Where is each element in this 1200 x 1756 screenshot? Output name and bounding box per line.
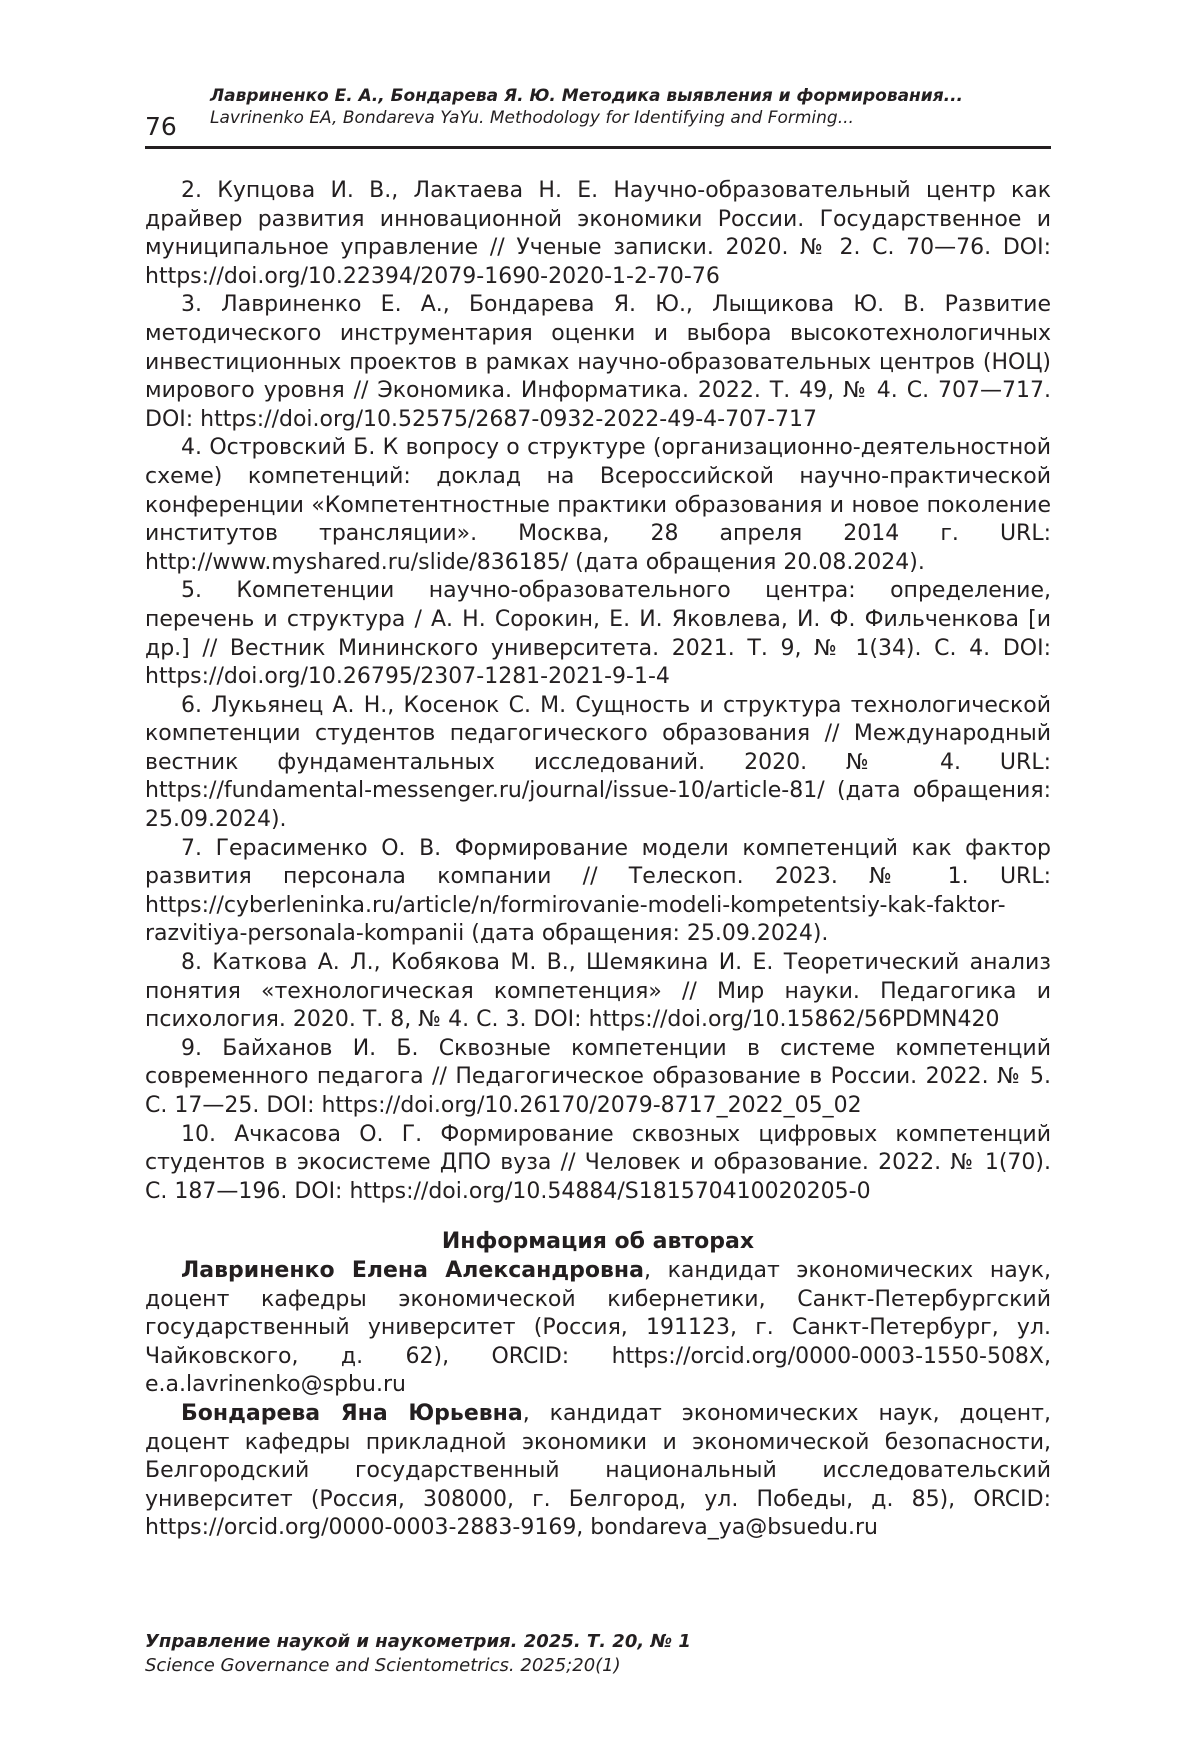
reference-item: 10. Ачкасова О. Г. Формирование сквозных цифровых компетенций студентов в экосистеме ДПО вуза // Человек и образование. 2022. № 1(70). С. 187—196. DOI: https://doi.org/10.54884/S181570410020205-0 [145,1121,1051,1204]
reference-item: 8. Каткова А. Л., Кобякова М. В., Шемякина И. Е. Теоретический анализ понятия «технологическая компетенция» // Мир науки. Педагогика и психология. 2020. Т. 8, № 4. С. 3. DOI: https://doi.org/10.15862/56PDMN420 [145,950,1051,1033]
main-content [145,177,1051,1543]
journal-title-en: Science Governance and Scientometrics. 2025;20(1) [145,1655,621,1676]
page-footer [145,1630,1051,1678]
author-name: Бондарева Яна Юрьевна [181,1400,523,1426]
reference-item: 2. Купцова И. В., Лактаева Н. Е. Научно-образовательный центр как драйвер развития инновационной экономики России. Государственное и муниципальное управление // Ученые записки. 2020. № 2. С. 70—76. DOI: https://doi.org/10.22394/2079-1690-2020-1-2-70-76 [145,178,1051,289]
page-number: 76 [145,112,177,141]
reference-item: 4. Островский Б. К вопросу о структуре (организационно-деятельностной схеме) компетенций: доклад на Всероссийской научно-практической конференции «Компетентностные практики образования и новое поколение институтов трансляции». Москва, 28 апреля 2014 г. URL: http://www.myshared.ru/slide/836185/ (дата обращения 20.08.2024). [145,435,1051,575]
reference-item: 7. Герасименко О. В. Формирование модели компетенций как фактор развития персонала компании // Телескоп. 2023. № 1. URL: https://cyberleninka.ru/article/n/formirovanie-modeli-kompetentsiy-kak-faktor-razvitiya-personala-kompanii (дата обращения: 25.09.2024). [145,835,1051,947]
running-head-ru: Лавриненко Е. А., Бондарева Я. Ю. Методика выявления и формирования... [210,86,963,106]
journal-title-ru: Управление наукой и наукометрия. 2025. Т. 20, № 1 [145,1631,691,1652]
author-info [145,1400,1051,1543]
reference-item: 6. Лукьянец А. Н., Косенок С. М. Сущность и структура технологической компетенции студентов педагогического образования // Международный вестник фундаментальных исследований. 2020. № 4. URL: https://fundamental-messenger.ru/journal/issue-10/article-81/ (дата обращения: 25.09.2024). [145,692,1051,833]
author-name: Лавриненко Елена Александровна [181,1257,644,1283]
author-info [145,1257,1051,1400]
author-details: , кандидат экономических наук, доцент кафедры экономической кибернетики, Санкт-Петербургский государственный университет (Россия, 191123, г. Санкт-Петербург, ул. Чайковского, д. 62), ORCID: https://orcid.org/0000-0003-1550-508X, e.a.lavrinenko@spbu.ru [145,1257,1051,1398]
references-list [145,177,1051,1206]
running-head-en: Lavrinenko EA, Bondareva YaYu. Methodology for Identifying and Forming... [210,108,854,128]
page-header [145,84,1051,149]
reference-item: 3. Лавриненко Е. А., Бондарева Я. Ю., Лыщикова Ю. В. Развитие методического инструментария оценки и выбора высокотехнологичных инвестиционных проектов в рамках научно-образовательных центров (НОЦ) мирового уровня // Экономика. Информатика. 2022. Т. 49, № 4. С. 707—717. DOI: https://doi.org/10.52575/2687-0932-2022-49-4-707-717 [145,292,1051,432]
authors-section-title: Информация об авторах [441,1229,755,1255]
running-head [210,85,1051,129]
reference-item: 9. Байханов И. Б. Сквозные компетенции в системе компетенций современного педагога // Педагогическое образование в России. 2022. № 5. С. 17—25. DOI: https://doi.org/10.26170/2079-8717_2022_05_02 [145,1035,1051,1118]
author-details: , кандидат экономических наук, доцент, доцент кафедры прикладной экономики и экономической безопасности, Белгородский государственный национальный исследовательский университет (Россия, 308000, г. Белгород, ул. Победы, д. 85), ORCID: https://orcid.org/0000-0003-2883-9169, bondareva_ya@bsuedu.ru [145,1400,1051,1541]
reference-item: 5. Компетенции научно-образовательного центра: определение, перечень и структура / А. Н. Сорокин, Е. И. Яковлева, И. Ф. Фильченкова [и др.] // Вестник Мининского университета. 2021. Т. 9, № 1(34). С. 4. DOI: https://doi.org/10.26795/2307-1281-2021-9-1-4 [145,578,1051,690]
